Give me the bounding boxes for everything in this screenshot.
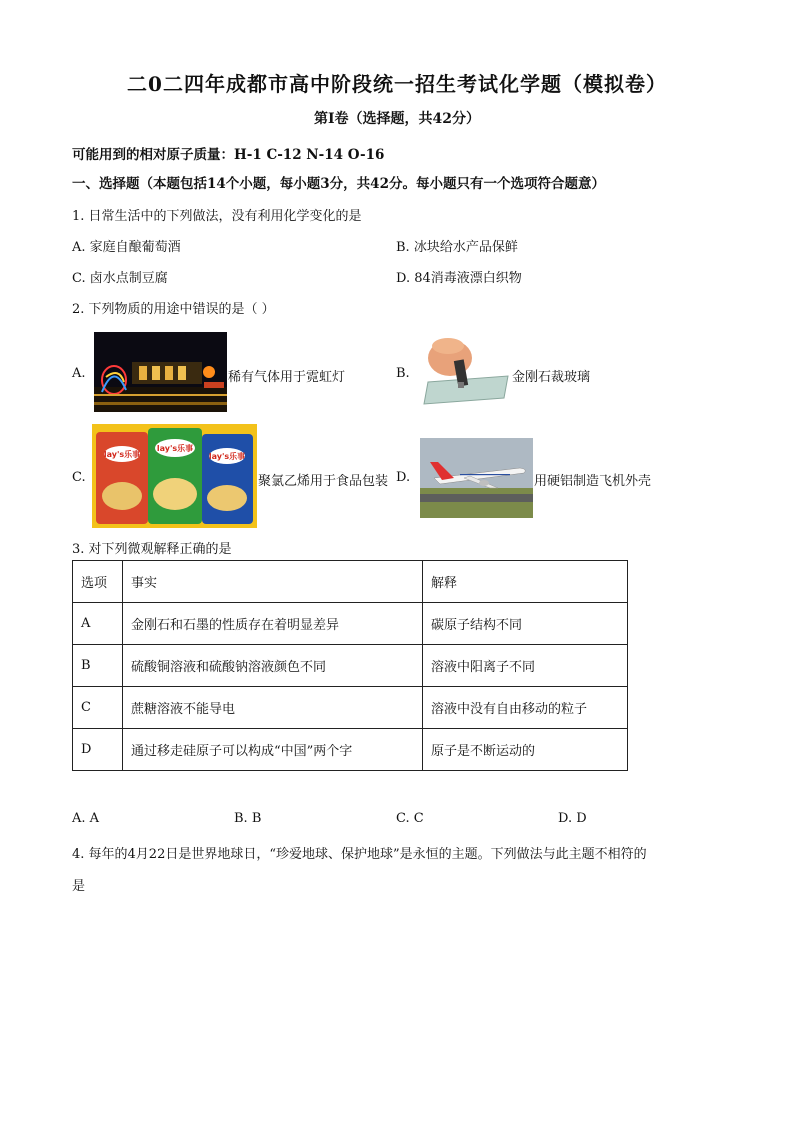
glass-cutter-image xyxy=(420,332,510,412)
question-3-stem: 3. 对下列微观解释正确的是 xyxy=(72,542,232,557)
row-explanation: 溶液中没有自由移动的粒子 xyxy=(423,687,628,729)
row-fact: 硫酸铜溶液和硫酸钠溶液颜色不同 xyxy=(123,645,423,687)
question-4-stem: 4. 每年的4月22日是世界地球日，“珍爱地球、保护地球”是永恒的主题。下列做法与此主题不相符的 xyxy=(72,847,647,862)
q1-option-c: C. 卤水点制豆腐 xyxy=(72,271,168,286)
chip-brand-label-2: lay's乐事 xyxy=(156,444,194,453)
q3-answer-d: D. D xyxy=(558,811,587,826)
header-explanation: 解释 xyxy=(423,561,628,603)
airplane-image xyxy=(420,438,533,518)
row-option: D xyxy=(73,729,123,771)
q3-answer-b: B. B xyxy=(234,811,262,826)
section-subtitle: 第I卷（选择题，共42分） xyxy=(313,111,481,127)
chip-brand-label-1: lay's乐事 xyxy=(103,450,141,459)
q3-answer-c: C. C xyxy=(396,811,424,826)
row-explanation: 碳原子结构不同 xyxy=(423,603,628,645)
page-title: 二0二四年成都市高中阶段统一招生考试化学题（模拟卷） xyxy=(127,72,667,96)
row-explanation: 原子是不断运动的 xyxy=(423,729,628,771)
row-option: A xyxy=(73,603,123,645)
question-1-stem: 1. 日常生活中的下列做法，没有利用化学变化的是 xyxy=(72,209,362,224)
atomic-masses: 可能用到的相对原子质量：H-1 C-12 N-14 O-16 xyxy=(72,147,385,163)
q3-answer-a: A. A xyxy=(72,811,100,826)
q2-option-c-letter: C. xyxy=(72,470,86,485)
section-heading: 一、选择题（本题包括14个小题，每小题3分，共42分。每小题只有一个选项符合题意） xyxy=(72,176,605,192)
explanation-table xyxy=(72,560,628,771)
q2-option-c-text: 聚氯乙烯用于食品包装 xyxy=(258,474,389,489)
table-row xyxy=(73,645,628,687)
question-2-stem: 2. 下列物质的用途中错误的是（ ） xyxy=(72,302,275,317)
row-option: C xyxy=(73,687,123,729)
row-fact: 通过移走硅原子可以构成“中国”两个字 xyxy=(123,729,423,771)
q2-option-b-letter: B. xyxy=(396,366,410,381)
q2-option-a-letter: A. xyxy=(72,366,86,381)
q2-option-b-text: 金刚石裁玻璃 xyxy=(512,370,591,385)
row-fact: 金刚石和石墨的性质存在着明显差异 xyxy=(123,603,423,645)
header-fact: 事实 xyxy=(123,561,423,603)
question-4-stem-continued: 是 xyxy=(72,879,86,894)
q2-option-d-text: 用硬铝制造飞机外壳 xyxy=(534,474,652,489)
table-row xyxy=(73,603,628,645)
chip-brand-label-3: lay's乐事 xyxy=(208,452,246,461)
table-row xyxy=(73,687,628,729)
row-fact: 蔗糖溶液不能导电 xyxy=(123,687,423,729)
table-header-row xyxy=(73,561,628,603)
header-option: 选项 xyxy=(73,561,123,603)
q1-option-b: B. 冰块给水产品保鲜 xyxy=(396,240,518,255)
q2-option-a-text: 稀有气体用于霓虹灯 xyxy=(228,370,346,385)
neon-lights-image xyxy=(94,332,227,412)
chip-packages-image xyxy=(92,424,257,528)
table-row xyxy=(73,729,628,771)
q2-option-d-letter: D. xyxy=(396,470,411,485)
q1-option-d: D. 84消毒液漂白织物 xyxy=(396,271,522,286)
row-explanation: 溶液中阳离子不同 xyxy=(423,645,628,687)
row-option: B xyxy=(73,645,123,687)
q1-option-a: A. 家庭自酿葡萄酒 xyxy=(72,240,181,255)
